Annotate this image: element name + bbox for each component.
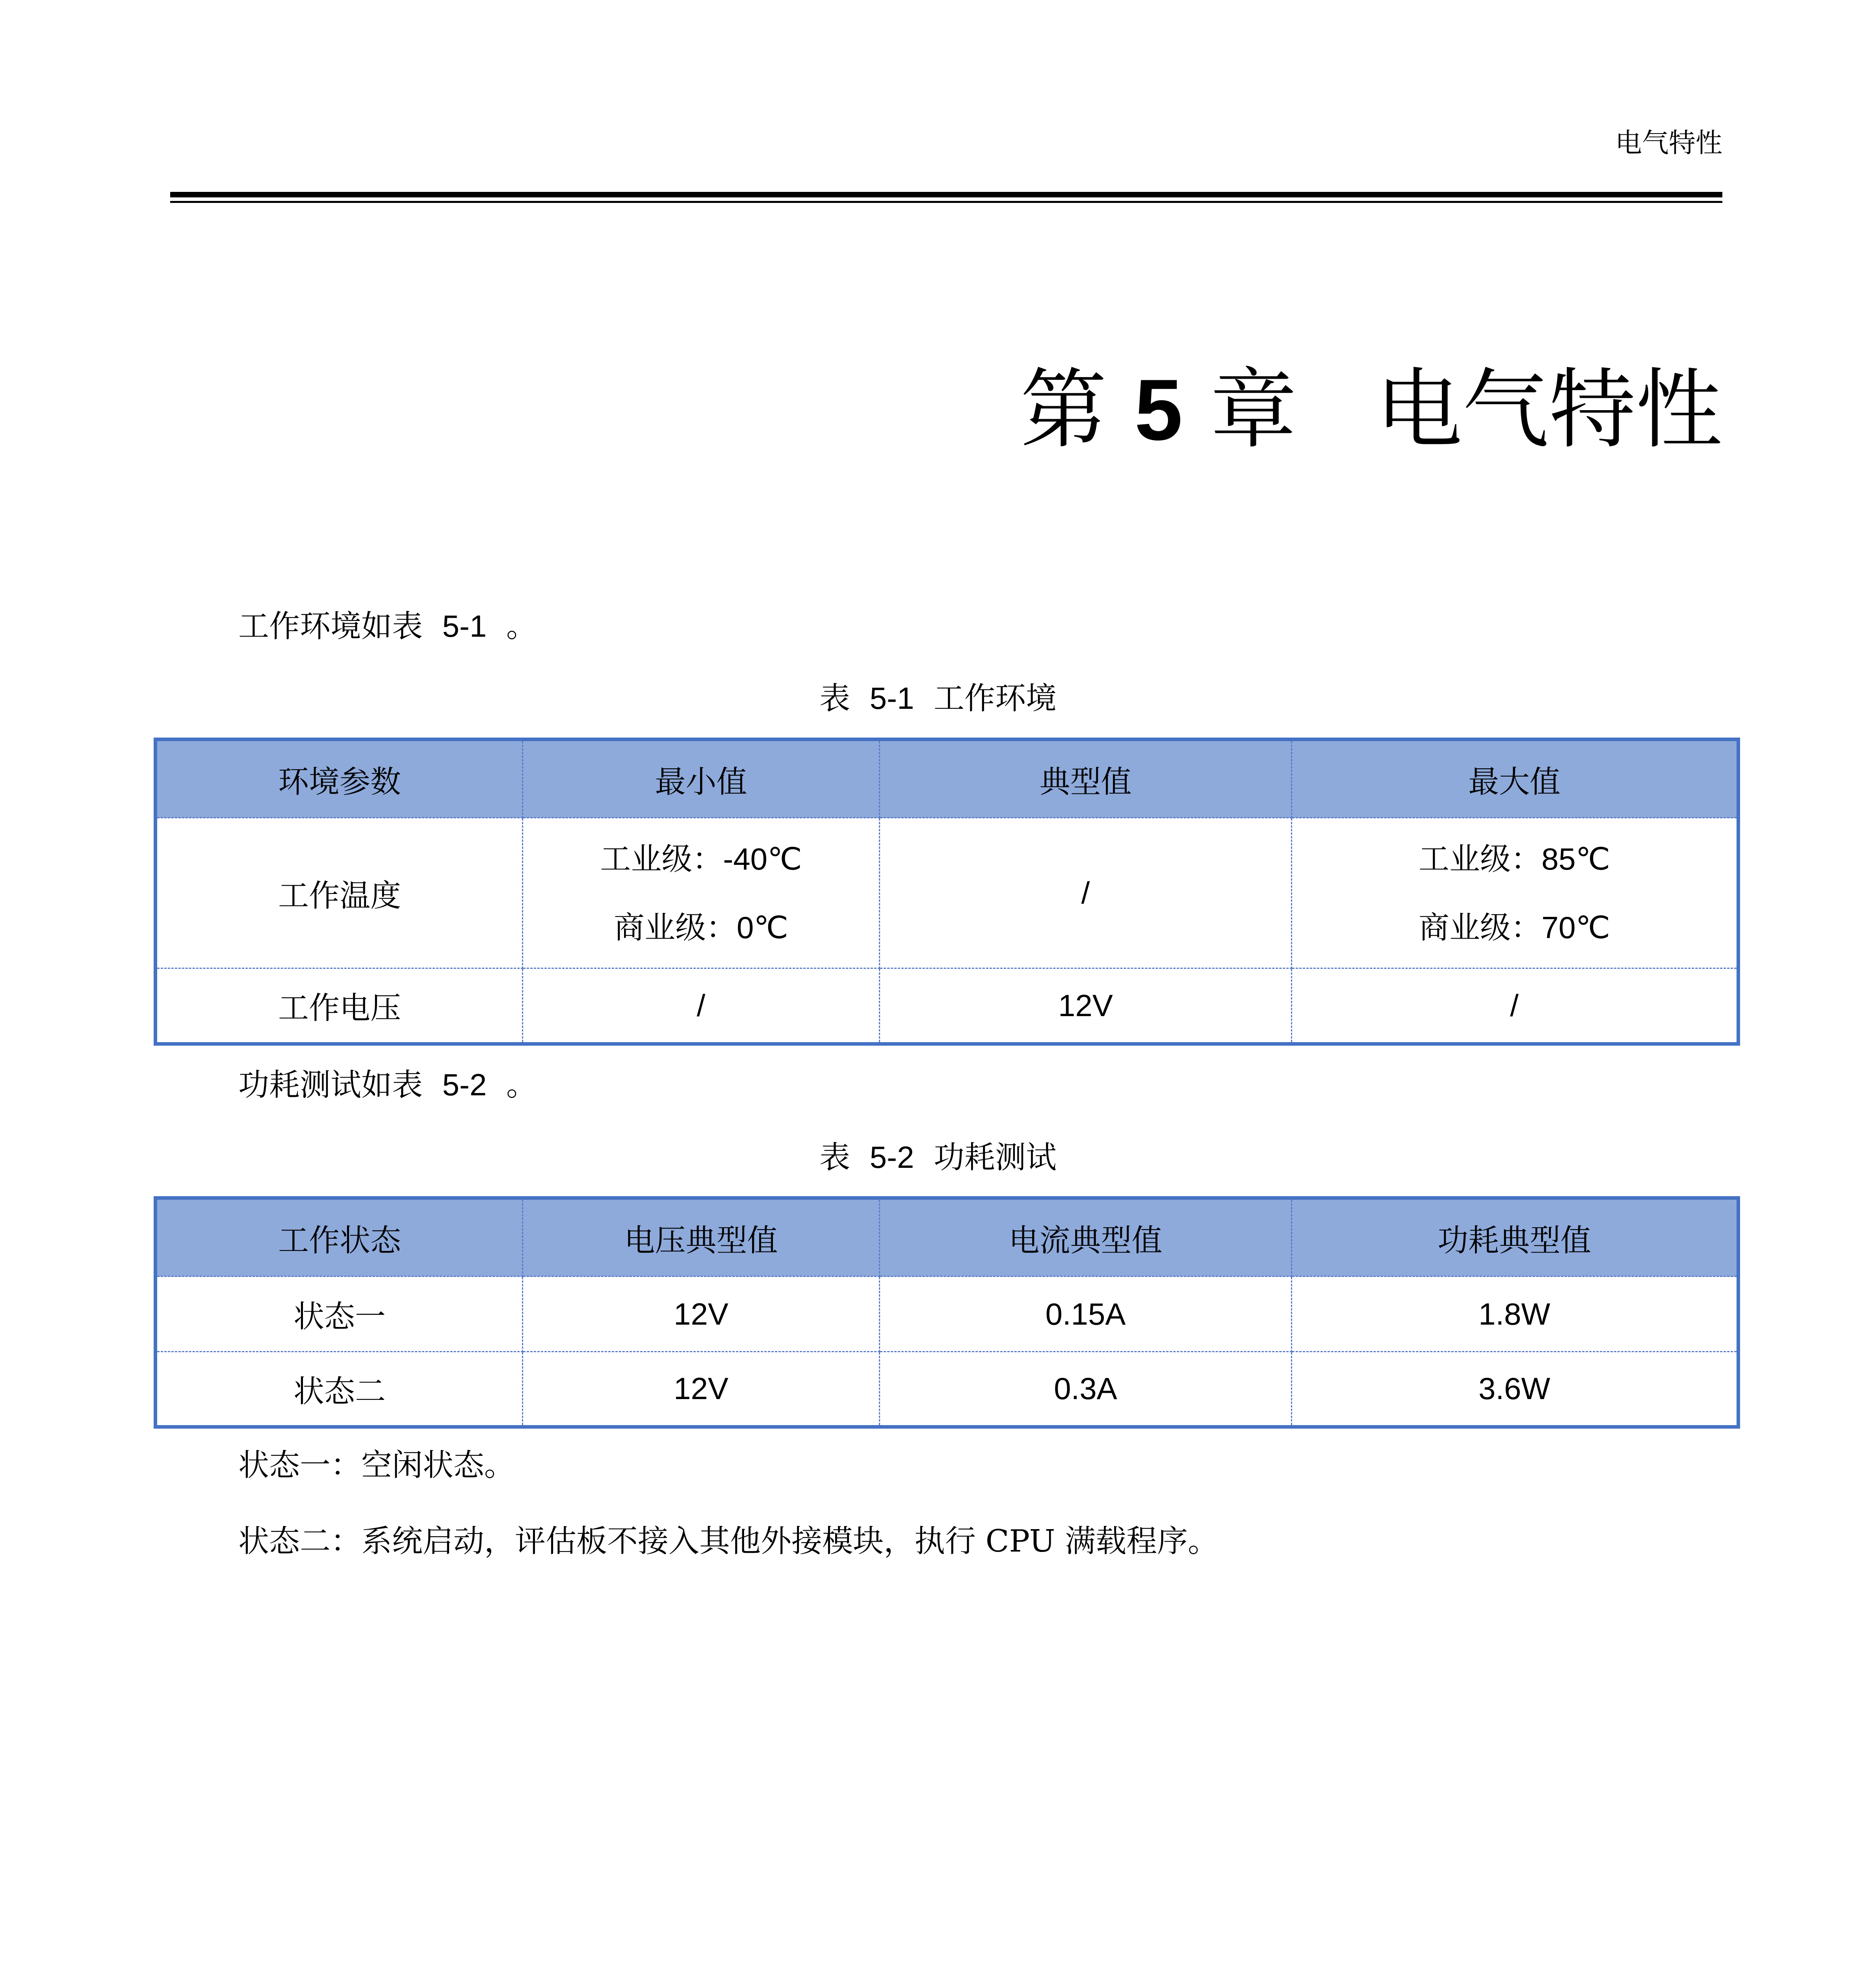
table1-header-row: [156, 740, 1739, 818]
table1-header-cell: 最小值: [523, 740, 880, 818]
table-row: [156, 1277, 1739, 1352]
table1-typ-cell: 12V: [880, 968, 1292, 1044]
table1-typ-cell: /: [880, 818, 1292, 968]
table1-caption-prefix: 表: [819, 681, 851, 716]
chapter-number: 5: [1134, 361, 1183, 458]
table-power-test: [154, 1196, 1740, 1429]
note-state-1: 状态一：空闲状态。: [238, 1448, 515, 1483]
table1-min-industrial: 工业级：-40℃: [600, 841, 802, 876]
table2-header-cell: 电流典型值: [880, 1198, 1292, 1277]
intro-power-text: 功耗测试如表: [238, 1067, 423, 1103]
table2-cell: 1.8W: [1292, 1277, 1739, 1352]
table-row: [156, 968, 1739, 1044]
chapter-name: 电气特性: [1375, 359, 1722, 460]
table2-cell: 0.15A: [880, 1277, 1292, 1352]
table1-caption-title: 工作环境: [933, 681, 1057, 716]
intro-power-ref[interactable]: 5-2: [442, 1067, 487, 1102]
note-state-2: 状态二：系统启动，评估板不接入其他外接模块，执行 CPU 满载程序。: [238, 1524, 1219, 1559]
table1-min-commercial: 商业级：0℃: [614, 910, 788, 945]
table-row: [156, 1352, 1739, 1427]
table1-max-cell: /: [1292, 968, 1739, 1044]
table2-cell: 状态一: [156, 1277, 523, 1352]
table2-header-cell: 电压典型值: [523, 1198, 880, 1277]
intro-env-paragraph: [238, 611, 537, 642]
table2-cell: 0.3A: [880, 1352, 1292, 1427]
table2-cell: 12V: [523, 1277, 880, 1352]
table2-caption: [0, 1142, 1876, 1173]
table-work-environment: [154, 738, 1740, 1046]
table2-header-cell: 工作状态: [156, 1198, 523, 1277]
chapter-suffix: 章: [1210, 359, 1297, 460]
table2-cell: 3.6W: [1292, 1352, 1739, 1427]
table2-caption-number: 5-2: [869, 1140, 914, 1175]
chapter-prefix: 第: [1020, 359, 1107, 460]
table2-caption-prefix: 表: [819, 1140, 851, 1175]
table1-min-cell: [523, 818, 880, 968]
table1-max-cell: [1292, 818, 1739, 968]
chapter-title: [1020, 359, 1722, 460]
table2-cell: 状态二: [156, 1352, 523, 1427]
intro-power-end: 。: [506, 1067, 537, 1103]
table1-max-commercial: 商业级：70℃: [1418, 910, 1610, 945]
header-section-title: 电气特性: [1615, 128, 1722, 159]
table2-header-cell: 功耗典型值: [1292, 1198, 1739, 1277]
table1-param-cell: 工作温度: [156, 818, 523, 968]
table1-caption-number: 5-1: [869, 681, 914, 716]
header-rule-thin: [170, 201, 1722, 203]
header-rule-thick: [170, 192, 1722, 197]
table1-header-cell: 环境参数: [156, 740, 523, 818]
table1-header-cell: 最大值: [1292, 740, 1739, 818]
table1-min-cell: /: [523, 968, 880, 1044]
intro-env-end: 。: [506, 609, 537, 644]
table1-max-industrial: 工业级：85℃: [1418, 841, 1610, 876]
table2-header-row: [156, 1198, 1739, 1277]
intro-env-ref[interactable]: 5-1: [442, 609, 487, 643]
intro-env-text: 工作环境如表: [238, 609, 423, 644]
table1-header-cell: 典型值: [880, 740, 1292, 818]
table1-caption: [0, 683, 1876, 714]
table1-param-cell: 工作电压: [156, 968, 523, 1044]
table2-caption-title: 功耗测试: [933, 1140, 1057, 1175]
table-row: [156, 818, 1739, 968]
intro-power-paragraph: [238, 1067, 537, 1103]
table2-cell: 12V: [523, 1352, 880, 1427]
